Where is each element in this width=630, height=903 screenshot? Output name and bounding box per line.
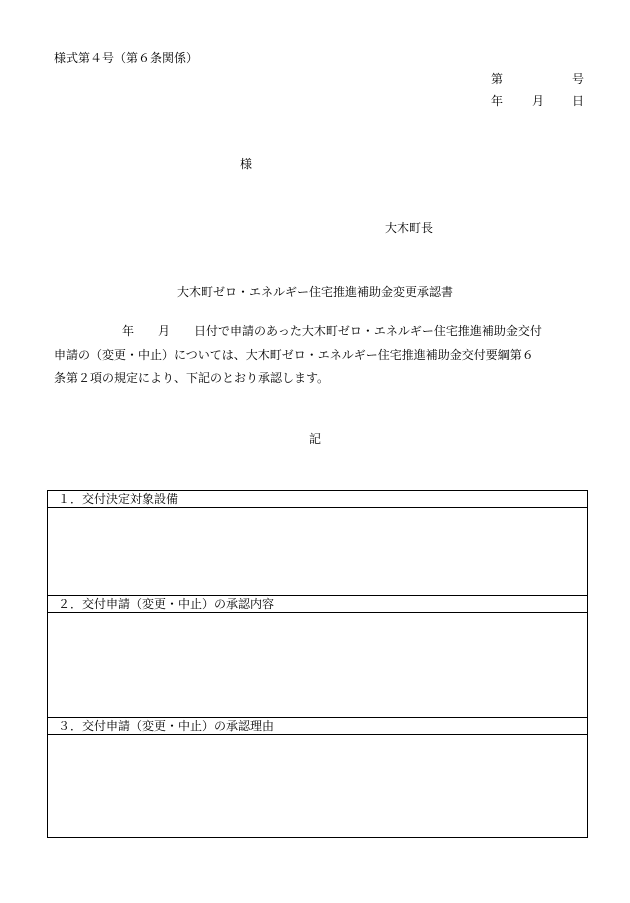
body-paragraph-line-1 — [122, 324, 542, 338]
body-paragraph-line-3: 条第２項の規定により、下記のとおり承認します。 — [54, 371, 330, 385]
body-year-label: 年 — [122, 324, 135, 338]
body-line-1-text: 日付で申請のあった大木町ゼロ・エネルギー住宅推進補助金交付 — [194, 324, 542, 338]
document-number-prefix: 第 — [491, 72, 504, 86]
section-3-body — [48, 735, 587, 837]
document-number-suffix: 号 — [572, 72, 585, 86]
section-2-header: ２．交付申請（変更・中止）の承認内容 — [48, 596, 587, 613]
date-month-label: 月 — [532, 94, 545, 108]
ki-heading: 記 — [308, 432, 321, 446]
date-day-label: 日 — [572, 94, 585, 108]
issuer-name: 大木町長 — [385, 221, 434, 235]
body-month-label: 月 — [158, 324, 171, 338]
section-1-header: １．交付決定対象設備 — [48, 491, 587, 508]
section-3-header: ３．交付申請（変更・中止）の承認理由 — [48, 718, 587, 735]
body-paragraph-line-2: 申請の（変更・中止）については、大木町ゼロ・エネルギー住宅推進補助金交付要綱第６ — [54, 348, 534, 362]
section-1-body — [48, 508, 587, 596]
addressee-honorific: 様 — [240, 157, 253, 171]
section-2-body — [48, 613, 587, 718]
document-title: 大木町ゼロ・エネルギー住宅推進補助金変更承認書 — [176, 285, 453, 299]
date-year-label: 年 — [491, 94, 504, 108]
form-number: 様式第４号（第６条関係） — [54, 51, 199, 65]
details-table — [47, 490, 588, 838]
